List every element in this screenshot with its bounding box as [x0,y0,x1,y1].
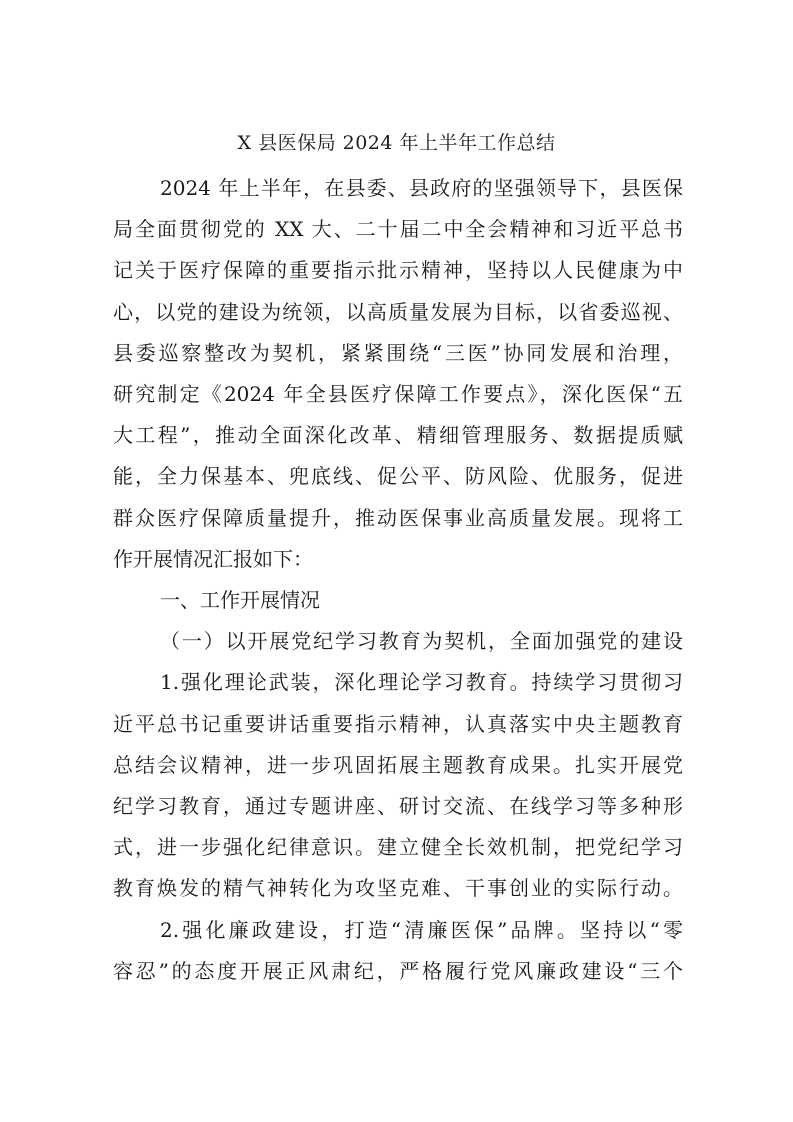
paragraph-line: 2024 年上半年，在县委、县政府的坚强领导下，县医保 [160,176,683,200]
paragraph-line: 教育焕发的精气神转化为攻坚克难、干事创业的实际行动。 [113,876,683,900]
paragraph-line: 群众医疗保障质量提升，推动医保事业高质量发展。现将工 [113,506,683,530]
paragraph-line: 容忍”的态度开展正风肃纪，严格履行党风廉政建设“三个 [113,959,683,983]
paragraph-line: 心，以党的建设为统领，以高质量发展为目标，以省委巡视、 [113,300,683,324]
paragraph-line: 县委巡察整改为契机，紧紧围绕“三医”协同发展和治理， [113,341,683,365]
section-heading: 一、工作开展情况 [160,588,320,612]
paragraph-line: 总结会议精神，进一步巩固拓展主题教育成果。扎实开展党 [113,753,683,777]
paragraph-line: 2.强化廉政建设，打造“清廉医保”品牌。坚持以“零 [160,918,683,942]
paragraph-line: 式，进一步强化纪律意识。建立健全长效机制，把党纪学习 [113,835,683,859]
paragraph-line: 研究制定《2024 年全县医疗保障工作要点》，深化医保“五 [113,382,683,406]
paragraph-line: 大工程”，推动全面深化改革、精细管理服务、数据提质赋 [113,423,683,447]
subsection-heading: （一）以开展党纪学习教育为契机，全面加强党的建设 [160,629,683,653]
paragraph-line: 作开展情况汇报如下： [113,547,313,571]
paragraph-line: 记关于医疗保障的重要指示批示精神，坚持以人民健康为中 [113,258,683,282]
document-title: X 县医保局 2024 年上半年工作总结 [237,132,556,154]
paragraph-line: 局全面贯彻党的 XX 大、二十届二中全会精神和习近平总书 [113,217,683,241]
paragraph-line: 能，全力保基本、兜底线、促公平、防风险、优服务，促进 [113,464,683,488]
paragraph-line: 1.强化理论武装，深化理论学习教育。持续学习贯彻习 [160,670,683,694]
paragraph-line: 近平总书记重要讲话重要指示精神，认真落实中央主题教育 [113,712,683,736]
paragraph-line: 纪学习教育，通过专题讲座、研讨交流、在线学习等多种形 [113,794,683,818]
